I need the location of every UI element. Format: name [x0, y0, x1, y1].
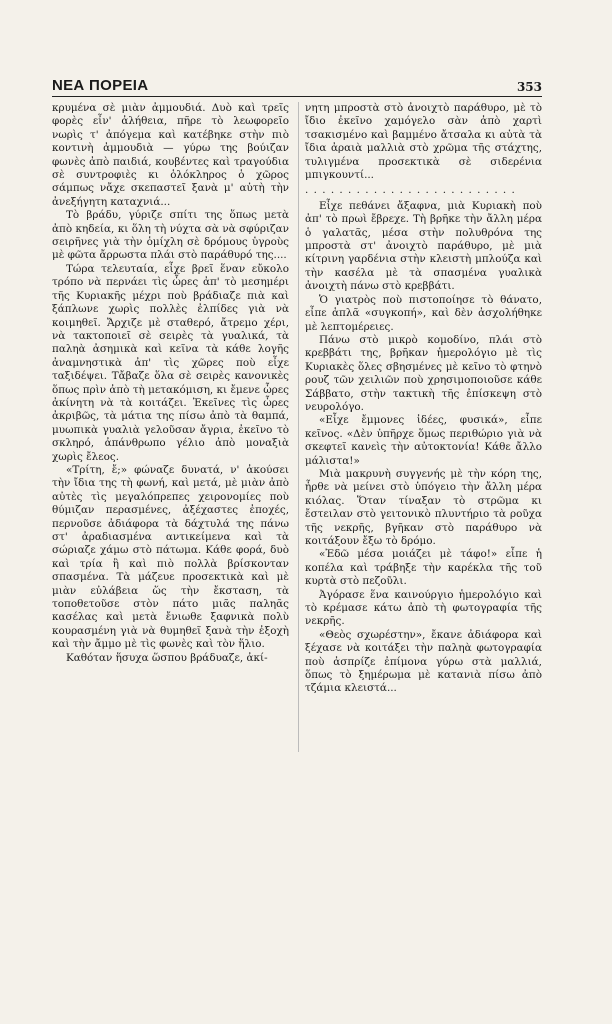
paragraph: «Θεὸς σχωρέστην», ἔκανε ἀδιάφορα καὶ ξέχασε νὰ κοιτάξει τὴν παληὰ φωτογραφία ποὺ ἀσπρίζε ἐπίμονα γύρω στὰ μαλλιά, ὅπως τὸ ξημέρωμα μὲ κατανιὰ πίσω ἀπὸ τζάμια κλειστά... — [305, 628, 542, 695]
paragraph: νητη μπροστὰ στὸ ἀνοιχτὸ παράθυρο, μὲ τὸ ἴδιο ἐκεῖνο χαμόγελο σὰν ἀπὸ χαρτὶ τσακισμένο καὶ βαμμένο ἄτσαλα κι αὐτὰ τὰ ἴδια ἀραιὰ μαλλιὰ στὸ χρῶμα τῆς στάχτης, τυλιγμένα προσεκτικὰ σὲ σιδερένια μπιγκουντί... — [305, 102, 542, 182]
paragraph: κρυμένα σὲ μιὰν ἀμμουδιά. Δυὸ καὶ τρεῖς φορὲς εἶν' ἀλήθεια, πῆρε τὸ λεωφορεῖο νωρὶς τ' ἀπόγεμα καὶ κατέβηκε στὴν πιὸ κοντινὴ ἀμμουδιὰ — γύρω της βούιζαν φωνὲς ἀπὸ παιδιά, κουβέντες καὶ τραγούδια σὲ συντροφιὲς κι ὁλόκληρος ὁ χῶρος σάμπως νἄχε σκεπαστεῖ ξανὰ μ' αὐτὴ τὴν ἀνεξήγητη καταχνιά... — [52, 102, 289, 208]
right-column — [305, 102, 542, 762]
header-rule — [52, 96, 542, 97]
page-number: 353 — [516, 80, 542, 94]
paragraph: «Τρίτη, ἔ;» φώναζε δυνατά, ν' ἀκούσει τὴν ἴδια της τὴ φωνή, καὶ μετά, μὲ μιὰν ἀπὸ αὐτὲς τὶς μεγαλόπρεπες χειρονομίες ποὺ θύμιζαν περασμένες, ἀξέχαστες ἐποχές, περνοῦσε ἀδιάφορα τὰ δάχτυλά της πάνω στ' ἀραδιασμένα αντικείμενα καὶ τὰ σώριαζε χάμω στὸ πάτωμα. Κάθε φορά, δυὸ καὶ τρία ἢ καὶ πιὸ πολλὰ βρίσκονταν σπασμένα. Τὰ μάζευε προσεκτικὰ καὶ μὲ μιὰν εὐλάβεια ὥς τὴν ἔκσταση, τὰ τοποθετοῦσε στὸν πάτο μιᾶς παληᾶς κασέλας καὶ μετὰ ἔνιωθε ξαφνικὰ πολὺ κουρασμένη γιὰ νὰ θυμηθεῖ ξανὰ τὴν ἐξοχὴ καὶ τὴν ἄμμο μὲ τὶς φωνὲς καὶ τὸν ἥλιο. — [52, 463, 289, 651]
paragraph: Ὁ γιατρὸς ποὺ πιστοποίησε τὸ θάνατο, εἶπε ἁπλᾶ «συγκοπή», καὶ δὲν ἀσχολήθηκε μὲ λεπτομέρειες. — [305, 293, 542, 333]
paragraph: Καθόταν ἥσυχα ὥσπου βράδυαζε, ἀκί- — [66, 651, 268, 664]
paragraph: Τώρα τελευταία, εἶχε βρεῖ ἕναν εὔκολο τρόπο νὰ περνάει τὶς ὧρες ἀπ' τὸ μεσημέρι τῆς Κυριακῆς μέχρι ποὺ βράδιαζε πιὰ καὶ ξάπλωνε χωρὶς πολλὲς ἐλπίδες γιὰ νὰ κοιμηθεῖ. Ἄρχιζε μὲ σταθερό, ἄτρεμο χέρι, νὰ τακτοποιεῖ σὲ σειρὲς τὰ γυαλικά, τὰ παληὰ ἀσημικὰ καὶ κεῖνα τὰ κάθε λογῆς ἀναμνηστικὰ ἀπ' τὶς χῶρες ποὺ εἶχε ταξιδέψει. Τἄβαζε ὅλα σὲ σειρὲς κανονικὲς ὅπως πρὶν ἀπὸ τὴ μετακόμιση, κι ἔμενε ὧρες ἀκίνητη νὰ τὰ κοιτάζει. Ἐκεῖνες τὶς ὧρες ἀκριβῶς, τὰ μάτια της πίσω ἀπὸ τὰ θαμπά, μυωπικὰ γυαλιὰ γελοῦσαν ἄγρια, ἐκεῖνο τὸ σκληρό, ἀπάνθρωπο γέλιο ἀπὸ μοναξιὰ χωρὶς ἔλεος. — [52, 262, 289, 463]
text-columns — [52, 102, 542, 762]
section-break-dots: . . . . . . . . . . . . . . . . . . . . . . . . . — [305, 184, 516, 197]
paragraph: Ἀγόρασε ἕνα καινούργιο ἡμερολόγιο καὶ τὸ κρέμασε κάτω ἀπὸ τὴ φωτογραφία τῆς νεκρῆς. — [305, 588, 542, 628]
paragraph: Εἶχε πεθάνει ἄξαφνα, μιὰ Κυριακὴ ποὺ ἀπ' τὸ πρωὶ ἔβρεχε. Τὴ βρῆκε τὴν ἄλλη μέρα ὁ γαλατᾶς, μέσα στὴν πολυθρόνα της μπροστὰ στ' ἀνοιχτὸ παράθυρο, μὲ μιὰ κίτρινη γαρδένια στὴν κλειστὴ μπλούζα καὶ τὴν κασέλα μὲ τὰ σπασμένα γυαλικὰ ἀνοιχτὴ πάνω στὸ κρεββάτι. — [305, 199, 542, 293]
running-title: ΝΕΑ ΠΟΡΕΙΑ — [52, 77, 149, 94]
paragraph: «Εἶχε ἔμμονες ἰδέες, φυσικά», εἶπε κεῖνος. «Δὲν ὑπῆρχε ὅμως περιθώριο γιὰ νὰ σκεφτεῖ κανεὶς τὴν αὐτοκτονία! Κάθε ἄλλο μάλιστα!» — [305, 414, 542, 467]
paragraph: Τὸ βράδυ, γύριζε σπίτι της ὅπως μετὰ ἀπὸ κηδεία, κι ὅλη τὴ νύχτα σὰ νὰ σφύριζαν σειρῆνες γιὰ τὴν ὁμίχλη σὲ δρόμους ὑγροὺς μὲ φῶτα ἄρρωστα πλάι στὸ παράθυρό της.... — [52, 209, 289, 262]
paragraph: «Ἐδῶ μέσα μοιάζει μὲ τάφο!» εἶπε ἡ κοπέλα καὶ τράβηξε τὴν καρέκλα τῆς τοῦ κυρτὰ στὸ πεζοῦλι. — [305, 548, 542, 588]
paragraph: Πάνω στὸ μικρὸ κομοδίνο, πλάι στὸ κρεββάτι της, βρῆκαν ἡμερολόγιο μὲ τὶς Κυριακὲς ὅλες σβησμένες μὲ κεῖνο τὸ φτηνὸ ρουζ τῶν χειλιῶν ποὺ χρησιμοποιοῦσε κάθε Σάββατο, στὴν τακτικὴ τῆς ἐπίσκεψη στὸ νευρολόγο. — [305, 333, 542, 413]
left-column — [52, 102, 289, 762]
paragraph: Μιὰ μακρυνὴ συγγενής μὲ τὴν κόρη της, ἦρθε νὰ μείνει στὸ ὑπόγειο τὴν ἄλλη μέρα κιόλας. Ὅταν τίναξαν τὸ στρῶμα κι ἔστειλαν στὸ γειτονικὸ πλυντήριο τὰ ροῦχα τῆς νεκρῆς, βγῆκαν στὸ παράθυρο νὰ κοιτάξουν ἔξω τὸ δρόμο. — [305, 467, 542, 547]
page-header — [52, 72, 542, 94]
